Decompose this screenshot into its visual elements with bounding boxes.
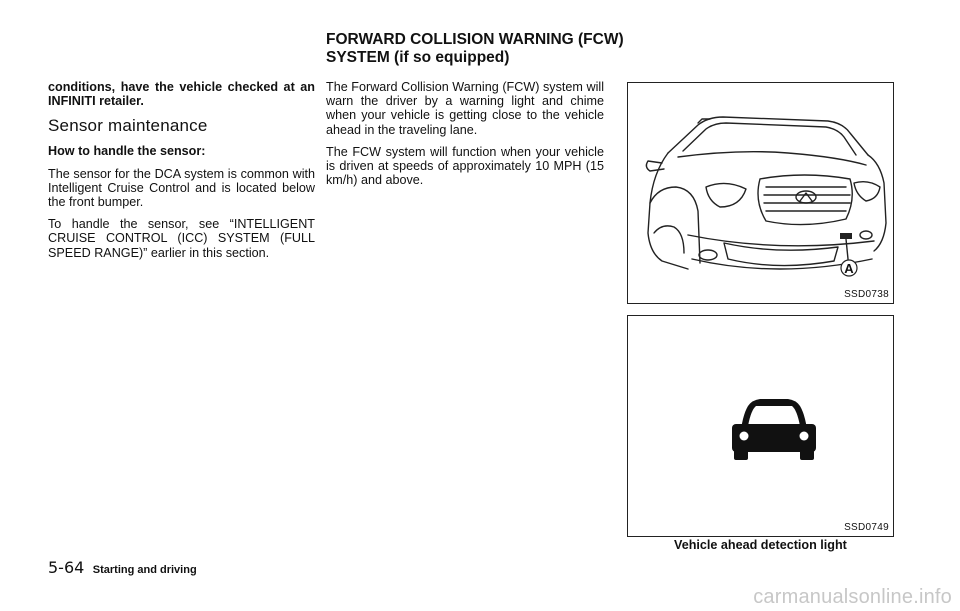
- watermark: carmanualsonline.info: [753, 586, 952, 608]
- section-title-line2: SYSTEM (if so equipped): [326, 49, 510, 66]
- how-to-handle-subheading: How to handle the sensor:: [48, 144, 206, 159]
- sensor-maintenance-heading: Sensor maintenance: [48, 116, 208, 136]
- sensor-paragraph: The sensor for the DCA system is common with Intelligent Cruise Control and is located below the front bumper.: [48, 166, 315, 210]
- page-footer: [48, 558, 197, 578]
- figure-code: SSD0749: [844, 522, 889, 533]
- figure-detection-light: [627, 315, 894, 537]
- figure-car-sensor: [627, 82, 894, 304]
- intro-text: conditions, have the vehicle checked at an INFINITI retailer.: [48, 80, 315, 109]
- section-label: Starting and driving: [92, 564, 197, 576]
- car-front-illustration: [628, 83, 893, 303]
- figure-caption: Vehicle ahead detection light: [674, 538, 847, 552]
- handle-sensor-paragraph: To handle the sensor, see “INTELLIGENT CRUISE CONTROL (ICC) SYSTEM (FULL SPEED RANGE)” earlier in this section.: [48, 217, 315, 260]
- middle-column: [326, 80, 604, 195]
- fcw-description-paragraph: The Forward Collision Warning (FCW) system will warn the driver by a warning light and chime when your vehicle is getting close to the vehicle ahead in the traveling lane.: [326, 80, 604, 137]
- section-title-line1: FORWARD COLLISION WARNING (FCW): [326, 31, 624, 48]
- left-column: [48, 80, 315, 268]
- figure-code: SSD0738: [844, 289, 889, 300]
- vehicle-ahead-icon: [628, 316, 893, 536]
- callout-a-label: A: [844, 261, 854, 276]
- section-title: [326, 31, 626, 67]
- page-number: 5-64: [48, 558, 85, 577]
- fcw-speed-paragraph: The FCW system will function when your vehicle is driven at speeds of approximately 10 MPH (15 km/h) and above.: [326, 144, 604, 188]
